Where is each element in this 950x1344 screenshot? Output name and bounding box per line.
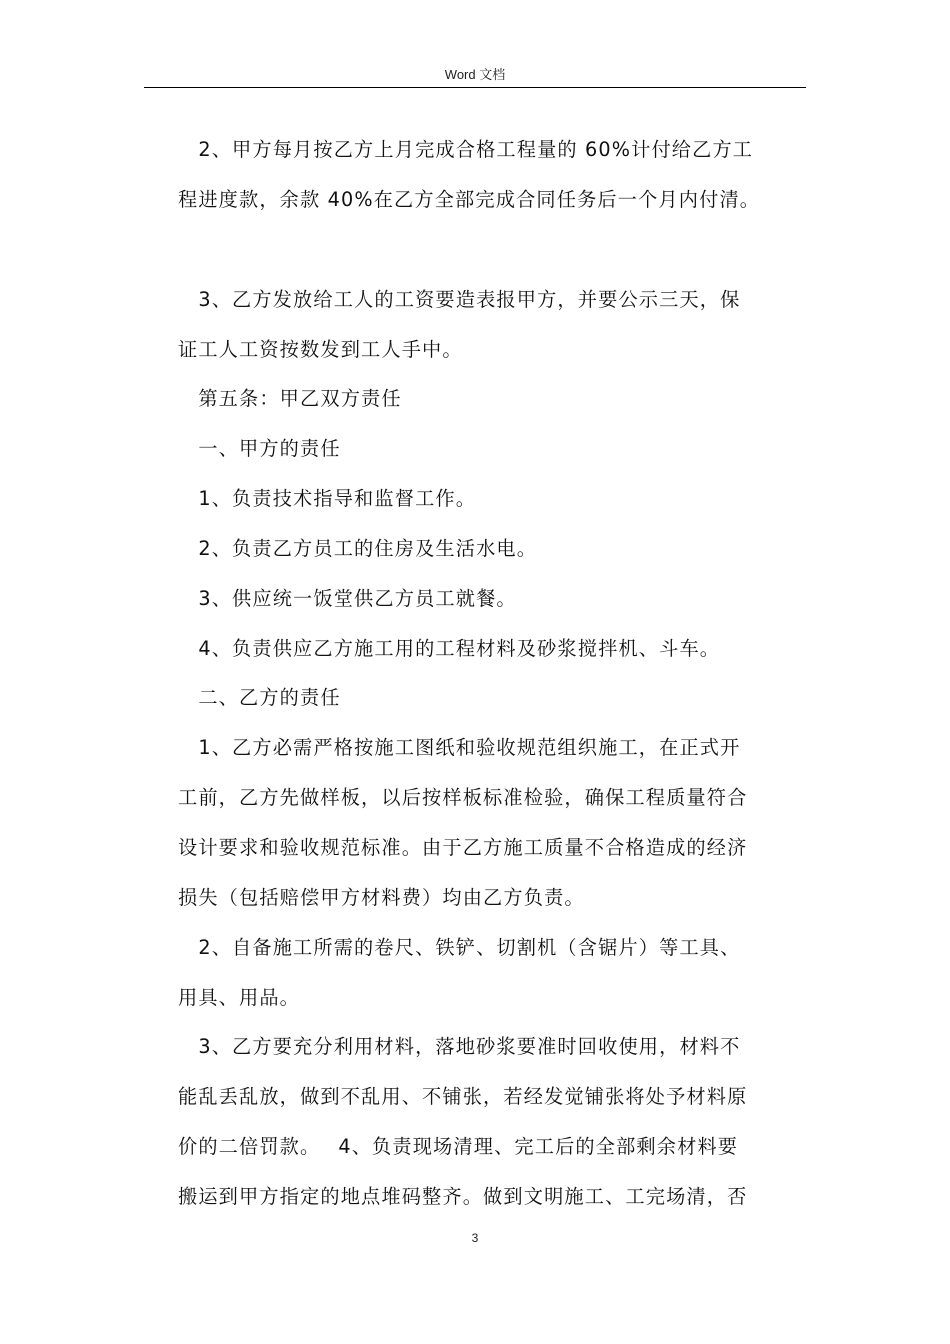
body-line-3: 3、乙方发放给工人的工资要造表报甲方，并要公示三天，保 xyxy=(178,288,741,311)
body-line-18: 3、乙方要充分利用材料，落地砂浆要准时回收使用，材料不 xyxy=(178,1035,741,1058)
body-line-17: 用具、用品。 xyxy=(178,986,301,1009)
body-line-1: 2、甲方每月按乙方上月完成合格工程量的 60%计付给乙方工 xyxy=(178,138,754,161)
body-line-20: 价的二倍罚款。 4、负责现场清理、完工后的全部剩余材料要 xyxy=(178,1135,739,1158)
body-line-9: 3、供应统一饭堂供乙方员工就餐。 xyxy=(178,587,517,610)
article-heading: 第五条：甲乙双方责任 xyxy=(178,387,402,410)
section-heading-party-a: 一、甲方的责任 xyxy=(178,437,341,460)
body-line-14: 设计要求和验收规范标准。由于乙方施工质量不合格造成的经济 xyxy=(178,836,748,859)
body-line-12: 1、乙方必需严格按施工图纸和验收规范组织施工，在正式开 xyxy=(178,736,741,759)
section-heading-party-b: 二、乙方的责任 xyxy=(178,686,341,709)
body-line-19: 能乱丢乱放，做到不乱用、不铺张，若经发觉铺张将处予材料原 xyxy=(178,1085,748,1108)
body-line-21: 搬运到甲方指定的地点堆码整齐。做到文明施工、工完场清，否 xyxy=(178,1185,748,1208)
page-number: 3 xyxy=(471,1231,479,1245)
page-header: Word 文档 xyxy=(444,67,506,82)
body-line-2: 程进度款，余款 40%在乙方全部完成合同任务后一个月内付清。 xyxy=(178,188,761,211)
header-divider xyxy=(144,87,806,88)
body-line-13: 工前，乙方先做样板，以后按样板标准检验，确保工程质量符合 xyxy=(178,786,748,809)
body-line-7: 1、负责技术指导和监督工作。 xyxy=(178,487,477,510)
body-line-10: 4、负责供应乙方施工用的工程材料及砂浆搅拌机、斗车。 xyxy=(178,637,721,660)
body-line-4: 证工人工资按数发到工人手中。 xyxy=(178,338,463,361)
body-line-16: 2、自备施工所需的卷尺、铁铲、切割机（含锯片）等工具、 xyxy=(178,936,741,959)
body-line-15: 损失（包括赔偿甲方材料费）均由乙方负责。 xyxy=(178,886,585,909)
body-line-8: 2、负责乙方员工的住房及生活水电。 xyxy=(178,537,538,560)
